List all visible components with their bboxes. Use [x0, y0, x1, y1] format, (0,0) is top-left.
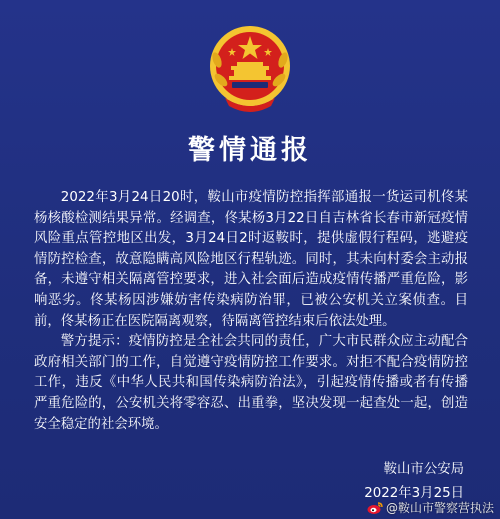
watermark-text: @鞍山市警察营执法	[385, 501, 494, 515]
notice-body	[34, 188, 468, 435]
issuing-organization: 鞍山市公安局	[383, 462, 464, 477]
weibo-icon	[367, 501, 383, 515]
issue-date: 2022年3月25日	[364, 486, 464, 501]
police-emblem-icon	[207, 22, 293, 114]
notice-paragraph: 警方提示：疫情防控是全社会共同的责任，广大市民群众应主动配合政府相关部门的工作，自觉遵守疫情防控工作要求。对拒不配合疫情防控工作，违反《中华人民共和国传染病防治法》，引起疫情传播或者有传播严重危险的，公安机关将零容忍、出重拳，坚决发现一起查处一起，创造安全稳定的社会环境。	[34, 334, 468, 432]
weibo-watermark	[367, 500, 494, 516]
notice-paragraph: 2022年3月24日20时，鞍山市疫情防控指挥部通报一货运司机佟某杨核酸检测结果异常。经调查，佟某杨3月22日自吉林省长春市新冠疫情风险重点管控地区出发，3月24日2时返鞍时，提供虚假行程码，逃避疫情防控检查，故意隐瞒高风险地区行程轨迹。同时，其未向村委会主动报备，未遵守相关隔离管控要求，进入社会面后造成疫情传播严重危险，影响恶劣。佟某杨因涉嫌妨害传染病防治罪，已被公安机关立案侦查。目前，佟某杨正在医院隔离观察，待隔离管控结束后依法处理。	[34, 190, 468, 329]
page-title: 警情通报	[188, 135, 312, 166]
